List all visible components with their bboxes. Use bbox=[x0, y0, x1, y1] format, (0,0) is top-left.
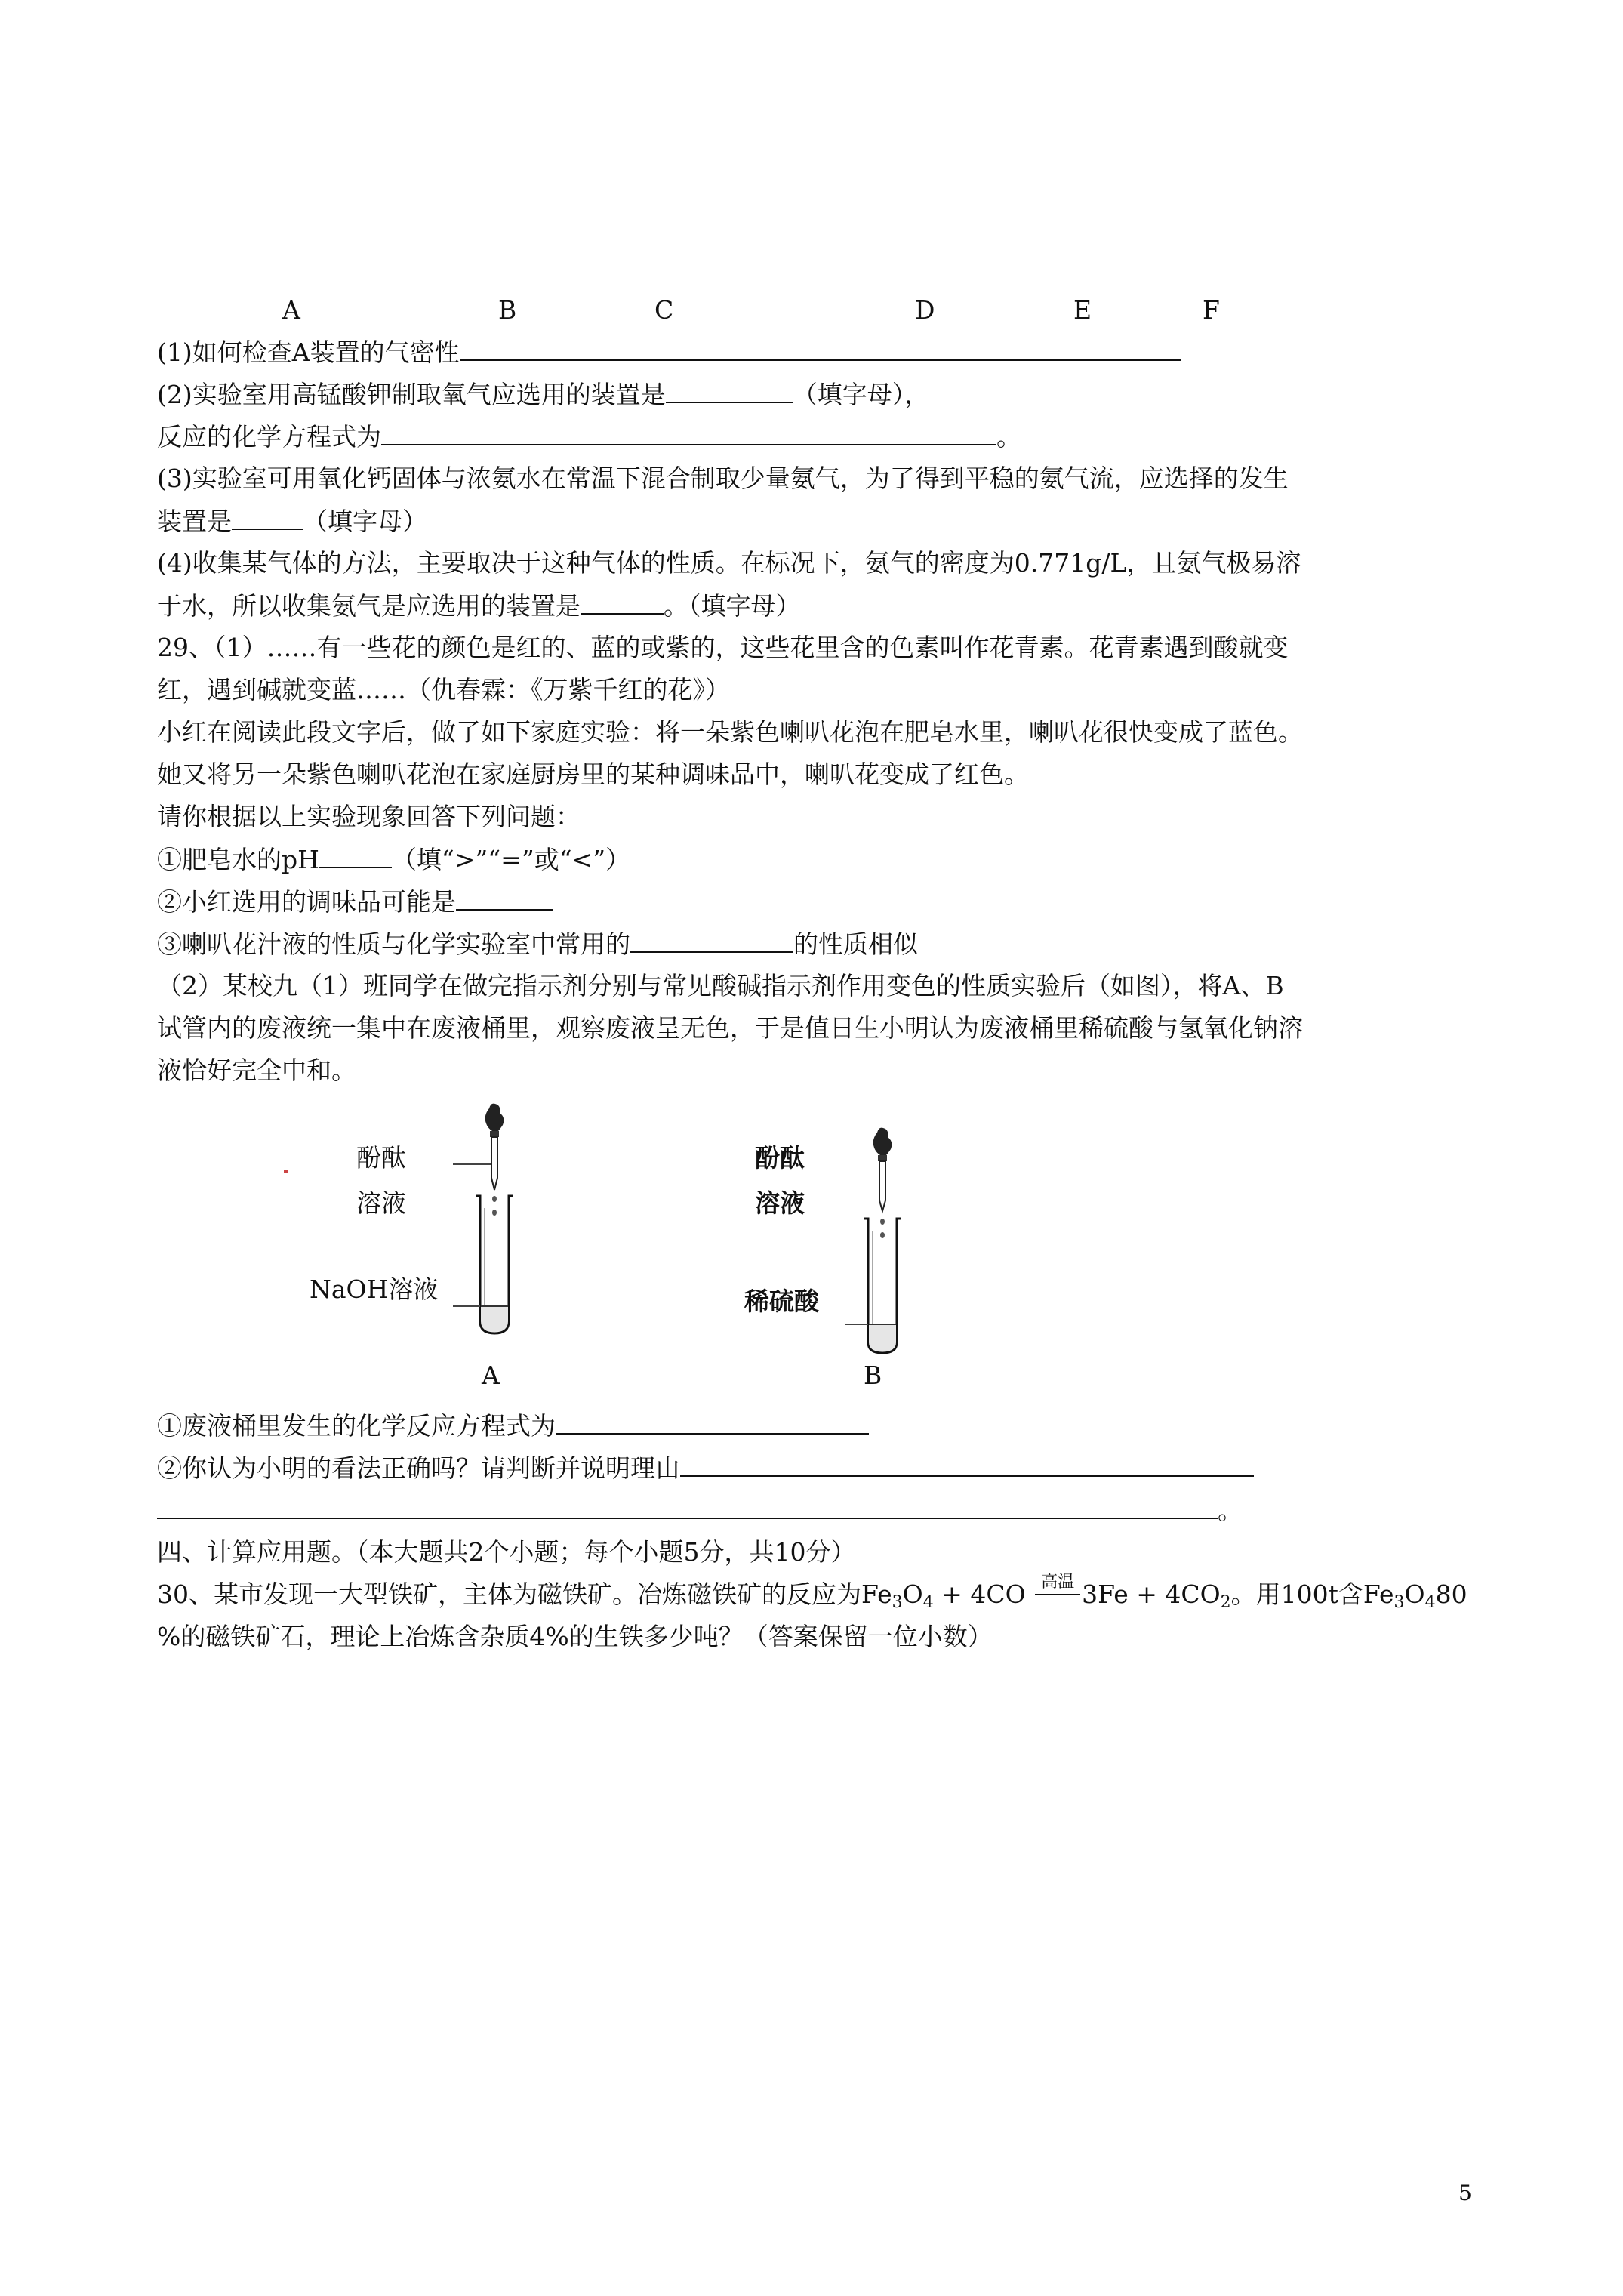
q29-sub3-blank[interactable] bbox=[630, 924, 793, 953]
figA-dropper-label-1: 酚酞 bbox=[356, 1143, 406, 1173]
q29-part2-line1: （2）某校九（1）班同学在做完指示剂分别与常见酸碱指示剂作用变色的性质实验后（如图），将A、B bbox=[157, 971, 1284, 1000]
q28-part4b bbox=[157, 586, 801, 626]
eq-sub-4: 4 bbox=[922, 1593, 934, 1612]
q29-sub2-blank[interactable] bbox=[456, 882, 553, 911]
q29-part2-q1-blank[interactable] bbox=[556, 1406, 869, 1435]
q29-sub1-text: ①肥皂水的pH bbox=[157, 845, 319, 874]
figB-liquid-label: 稀硫酸 bbox=[744, 1287, 819, 1316]
eq-plus-co: + 4CO bbox=[933, 1579, 1034, 1609]
q28-part3b-text: 装置是 bbox=[157, 507, 232, 536]
q29-part2-line2: 试管内的废液统一集中在废液桶里，观察废液呈无色，于是值日生小明认为废液桶里稀硫酸与氢氧化钠溶 bbox=[157, 1013, 1303, 1043]
q29-sub1-tail: （填“>”“=”或“<”） bbox=[391, 845, 631, 874]
q28-part4a: (4)收集某气体的方法，主要取决于这种气体的性质。在标况下，氨气的密度为0.771g/L，且氨气极易溶 bbox=[157, 548, 1301, 578]
q29-part2-q1 bbox=[157, 1406, 869, 1446]
q29-part2-q2-blank2[interactable] bbox=[157, 1490, 1218, 1519]
q30-80: 80 bbox=[1435, 1579, 1467, 1609]
stray-mark bbox=[284, 1170, 288, 1173]
q28-part3a: (3)实验室可用氧化钙固体与浓氨水在常温下混合制取少量氨气，为了得到平稳的氨气流，应选择的发生 bbox=[157, 464, 1289, 493]
figA-dropper-label-2: 溶液 bbox=[356, 1188, 406, 1218]
q28-part3b-blank[interactable] bbox=[232, 501, 303, 530]
page-number: 5 bbox=[1458, 2180, 1472, 2205]
q29-sub2-text: ②小红选用的调味品可能是 bbox=[157, 887, 456, 917]
figB-test-tube-with-dropper bbox=[845, 1126, 929, 1362]
q28-part3b-tail: （填字母） bbox=[303, 507, 427, 536]
q28-part4b-tail: 。（填字母） bbox=[664, 591, 801, 621]
eq-condition bbox=[1033, 1575, 1082, 1614]
eq-condition-text: 高温 bbox=[1041, 1573, 1075, 1592]
q29-part2-q2-text: ②你认为小明的看法正确吗？请判断并说明理由 bbox=[157, 1453, 680, 1483]
apparatus-label-a: A bbox=[282, 295, 300, 325]
q28-part3b bbox=[157, 501, 427, 541]
eq-fe: Fe bbox=[861, 1579, 892, 1609]
q30-sub-4: 4 bbox=[1424, 1593, 1436, 1612]
figB-caption: B bbox=[864, 1361, 882, 1390]
eq-right-sub-2: 2 bbox=[1220, 1593, 1231, 1612]
q30-sub-3: 3 bbox=[1394, 1593, 1405, 1612]
eq-sub-3: 3 bbox=[892, 1593, 903, 1612]
q29-experiment-line2: 她又将另一朵紫色喇叭花泡在家庭厨房里的某种调味品中，喇叭花变成了红色。 bbox=[157, 760, 1029, 789]
q29-part2-q2 bbox=[157, 1448, 1254, 1488]
q29-sub1-blank[interactable] bbox=[319, 840, 392, 868]
figB-dropper-label-2: 溶液 bbox=[755, 1188, 805, 1218]
q29-sub2 bbox=[157, 882, 553, 922]
apparatus-label-f: F bbox=[1203, 295, 1220, 325]
q29-experiment-line1: 小红在阅读此段文字后，做了如下家庭实验：将一朵紫色喇叭花泡在肥皂水里，喇叭花很快变成了蓝色。 bbox=[157, 717, 1303, 747]
section4-heading: 四、计算应用题。（本大题共2个小题；每个小题5分，共10分） bbox=[157, 1537, 856, 1567]
q30-line2: %的磁铁矿石，理论上冶炼含杂质4%的生铁多少吨？（答案保留一位小数） bbox=[157, 1622, 993, 1651]
apparatus-label-c: C bbox=[654, 295, 674, 325]
q29-part2-q2-blank[interactable] bbox=[680, 1448, 1254, 1477]
q29-intro-line2: 红，遇到碱就变蓝……（仇春霖：《万紫千红的花》） bbox=[157, 675, 730, 704]
q30-o: O bbox=[1404, 1579, 1425, 1609]
eq-o: O bbox=[902, 1579, 923, 1609]
figA-test-tube-with-dropper bbox=[453, 1102, 544, 1344]
q28-part2b-blank[interactable] bbox=[381, 417, 996, 445]
q29-sub3 bbox=[157, 924, 918, 964]
figA-liquid-label: NaOH溶液 bbox=[310, 1274, 439, 1304]
apparatus-label-e: E bbox=[1073, 295, 1092, 325]
q28-part2a-text: (2)实验室用高锰酸钾制取氧气应选用的装置是 bbox=[157, 380, 666, 409]
q29-sub3-tail: 的性质相似 bbox=[793, 929, 918, 959]
q29-part2-q2-tail: 。 bbox=[1218, 1496, 1243, 1525]
q29-sub3-text: ③喇叭花汁液的性质与化学实验室中常用的 bbox=[157, 929, 630, 959]
q29-part2-q1-text: ①废液桶里发生的化学反应方程式为 bbox=[157, 1411, 556, 1441]
apparatus-label-b: B bbox=[498, 295, 517, 325]
figA-caption: A bbox=[482, 1361, 500, 1390]
figB-dropper-label-1: 酚酞 bbox=[755, 1143, 805, 1173]
eq-right: 3Fe + 4CO bbox=[1082, 1579, 1221, 1609]
apparatus-label-d: D bbox=[915, 295, 935, 325]
q28-part4b-blank[interactable] bbox=[581, 586, 664, 615]
q29-part2-line3: 液恰好完全中和。 bbox=[157, 1056, 356, 1085]
q30-text-b: 。用100t含Fe bbox=[1230, 1579, 1394, 1609]
q29-intro-line1: 29、（1）……有一些花的颜色是红的、蓝的或紫的，这些花里含的色素叫作花青素。花青素遇到酸就变 bbox=[157, 633, 1289, 662]
q28-part2b-text: 反应的化学方程式为 bbox=[157, 422, 381, 451]
q29-part2-q2-cont bbox=[157, 1490, 1243, 1530]
q28-part2a bbox=[157, 374, 929, 415]
q30-text-a: 30、某市发现一大型铁矿，主体为磁铁矿。冶炼磁铁矿的反应为 bbox=[157, 1579, 861, 1609]
q28-part2a-tail: （填字母）， bbox=[792, 380, 930, 409]
q30-line1 bbox=[157, 1575, 1467, 1623]
q28-part4b-text: 于水，所以收集氨气是应选用的装置是 bbox=[157, 591, 581, 621]
q29-sub1 bbox=[157, 840, 630, 880]
q28-part2b bbox=[157, 417, 1021, 457]
q28-part2b-tail: 。 bbox=[996, 422, 1021, 451]
q28-part1-blank[interactable] bbox=[460, 332, 1181, 361]
q28-part2a-blank[interactable] bbox=[666, 374, 793, 403]
q29-ask: 请你根据以上实验现象回答下列问题： bbox=[157, 802, 581, 831]
q28-part1 bbox=[157, 332, 1181, 372]
q28-part1-text: (1)如何检查A装置的气密性 bbox=[157, 337, 460, 367]
